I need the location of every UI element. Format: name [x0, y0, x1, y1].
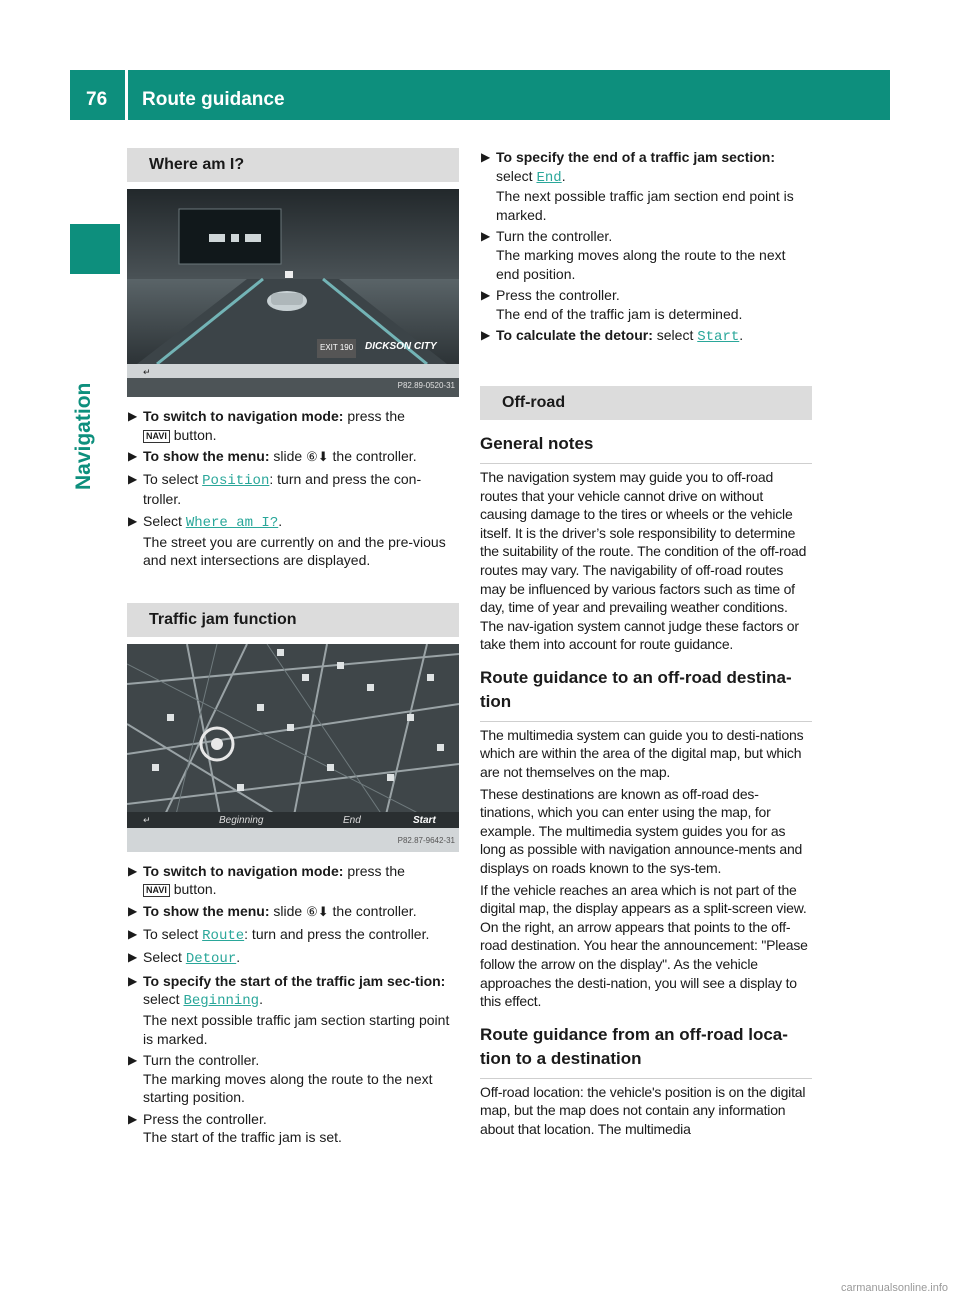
heading-to-off-road: Route guidance to an off-road destina-tion [480, 666, 812, 722]
step-item: ▶ Select Where am I?. The street you are currently on and the pre-vious and next intersections are displayed. [128, 512, 446, 569]
section-heading-where-am-i: Where am I? [127, 148, 459, 182]
step-item: ▶ To show the menu: slide ⑥⬇ the controller. [127, 902, 459, 922]
arrow-icon: ▶ [128, 1111, 138, 1126]
where-am-i-steps [127, 407, 459, 570]
screen-exit-label: EXIT 190 [317, 339, 356, 358]
arrow-icon: ▶ [128, 471, 138, 486]
step-item: ▶ Press the controller. The start of the traffic jam is set. [128, 1110, 342, 1146]
step-item: ▶ Press the controller. The end of the traffic jam is determined. [481, 287, 743, 322]
navi-key-icon: NAVI [143, 430, 170, 443]
nav-3d-view [127, 189, 459, 397]
screen-city-label: DICKSON CITY [365, 341, 437, 352]
header-divider [125, 70, 128, 120]
arrow-icon: ▶ [128, 950, 138, 965]
arrow-icon: ▶ [481, 150, 491, 164]
arrow-icon: ▶ [128, 973, 138, 988]
heading-general-notes: General notes [480, 432, 812, 464]
page-number: 76 [86, 89, 108, 110]
figure-caption: P82.87-9642-31 [397, 836, 455, 846]
menu-item-beginning: Beginning [183, 993, 260, 1010]
arrow-icon: ▶ [481, 288, 491, 303]
arrow-icon: ▶ [128, 1053, 138, 1068]
traffic-jam-screenshot [127, 644, 459, 852]
step-item: ▶ Turn the controller. The marking moves along the route to the next end position. [481, 228, 786, 282]
sidebar-label-text: Navigation [72, 382, 95, 490]
step-item: ▶ To specify the end of a traffic jam section: select End. The next possible traffic jam section end point is marked. [481, 149, 794, 223]
watermark: carmanualsonline.info [840, 1282, 948, 1294]
paragraph: If the vehicle reaches an area which is not part of the digital map, the display appears as a split-screen view. On the right, an arrow appears that points to the off-road destination. You hear the announcement: "Please follow the arrow on the display". As the vehicle approaches the desti-nation, you will see a display to this effect. [480, 881, 808, 1010]
traffic-jam-steps [127, 862, 459, 1147]
paragraph: The multimedia system can guide you to desti-nations which are within the area of the digital map, but which are not themselves on the map. [480, 726, 804, 781]
section-heading-off-road: Off-road [480, 386, 812, 420]
arrow-icon: ▶ [128, 409, 138, 423]
navi-key-icon: NAVI [143, 884, 170, 897]
controller-slide-icon: ⑥⬇ [306, 903, 329, 919]
paragraph: These destinations are known as off-road des-tinations, which you can enter using the map, for example. The multimedia system guides you for as long as possible with navigation announce-ments and displays on roads known to the sys-tem. [480, 785, 803, 877]
menu-item-position: Position [202, 472, 270, 489]
right-column [480, 148, 812, 1142]
menu-item-where-am-i: Where am I? [185, 514, 279, 531]
page-header [70, 70, 890, 120]
svg-text:↵: ↵ [143, 368, 151, 378]
step-item: ▶ To switch to navigation mode: press the NAVI button. [128, 408, 405, 443]
sidebar-block [70, 224, 120, 274]
step-item: ▶ Select Detour. [128, 949, 241, 968]
left-column [127, 148, 459, 1150]
menu-item-end: End [536, 169, 562, 186]
step-item: ▶ To select Position: turn and press the con-troller. [128, 470, 422, 508]
menu-item-route: Route [202, 927, 245, 944]
chapter-title: Route guidance [142, 89, 285, 110]
arrow-icon: ▶ [481, 229, 491, 244]
step-item: ▶ To switch to navigation mode: press the NAVI button. [128, 862, 405, 898]
controller-slide-icon: ⑥⬇ [306, 449, 329, 465]
arrow-icon: ▶ [128, 903, 138, 918]
section-heading-traffic-jam: Traffic jam function [127, 603, 459, 637]
beginning-softkey[interactable]: Beginning [219, 814, 264, 826]
step-item: ▶ Turn the controller. The marking moves along the route to the next starting position. [128, 1052, 433, 1106]
figure-caption: P82.89-0520-31 [397, 381, 455, 391]
general-notes-text: The navigation system may guide you to off-road routes that your vehicle cannot drive on without causing damage to the tires or wheels or the vehicle itself. It is the driver’s sole responsibility to determine the suitability of the route. The condition of the off-road routes may vary. The navigability of off-road routes may be influenced by various factors such as time of day, time of year and prevailing weather conditions. The nav-igation system cannot judge these factors or take them into account for route guidance. [480, 468, 807, 653]
end-softkey[interactable]: End [343, 814, 361, 826]
svg-text:↵: ↵ [143, 815, 151, 826]
arrow-icon: ▶ [481, 328, 491, 343]
arrow-icon: ▶ [128, 863, 138, 878]
arrow-icon: ▶ [128, 513, 138, 528]
menu-item-start: Start [697, 329, 740, 346]
start-softkey[interactable]: Start [413, 814, 436, 826]
step-item: ▶ To calculate the detour: select Start. [481, 327, 744, 346]
detour-steps [480, 148, 812, 347]
paragraph: Off-road location: the vehicle's position is on the digital map, but the map does not contain any information about that location. The multimedia [480, 1083, 806, 1137]
step-item: ▶ To select Route: turn and press the controller. [128, 925, 430, 944]
arrow-icon: ▶ [128, 926, 138, 941]
arrow-icon: ▶ [128, 449, 138, 464]
step-item: ▶ To specify the start of the traffic jam sec-tion: select Beginning. The next possible traffic jam section starting point is marked. [128, 972, 450, 1047]
heading-from-off-road: Route guidance from an off-road loca-tion to a destination [480, 1023, 812, 1079]
where-am-i-screenshot [127, 189, 459, 397]
nav-map-view [127, 644, 459, 852]
menu-item-detour: Detour [185, 951, 237, 968]
step-item: ▶ To show the menu: slide ⑥⬇ the controller. [127, 447, 459, 467]
